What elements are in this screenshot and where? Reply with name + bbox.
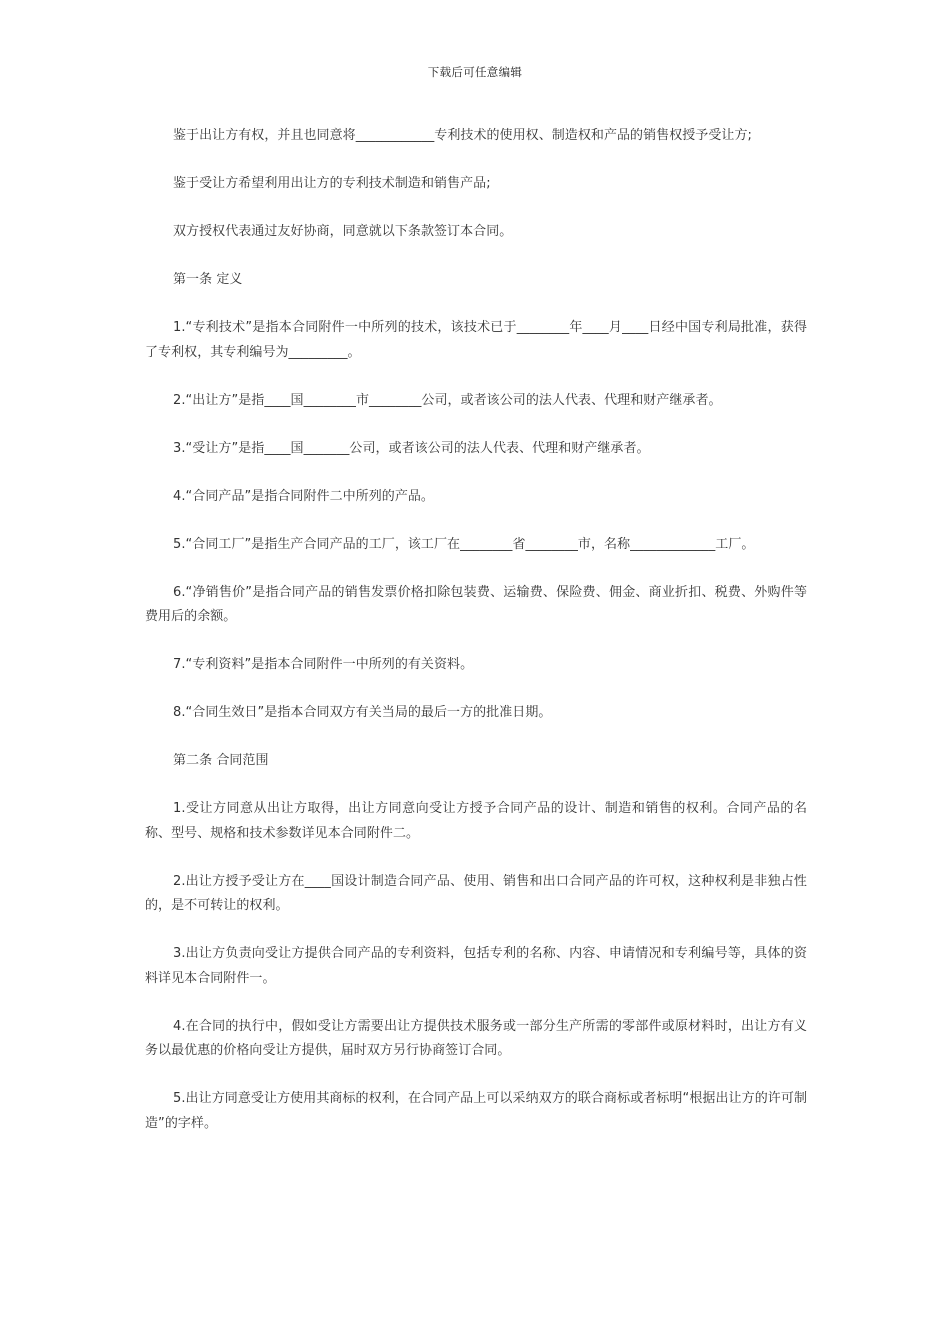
scope-clause-3: 3.出让方负责向受让方提供合同产品的专利资料，包括专利的名称、内容、申请情况和专利编号等，具体的资料详见本合同附件一。 xyxy=(145,946,807,986)
scope-clause-1: 1.受让方同意从出让方取得，出让方同意向受让方授予合同产品的设计、制造和销售的权利。合同产品的名称、型号、规格和技术参数详见本合同附件二。 xyxy=(145,801,807,841)
article-1-heading: 第一条 定义 xyxy=(173,272,243,287)
definition-1: 1.“专利技术”是指本合同附件一中所列的技术，该技术已于________年____月____日经中国专利局批准，获得了专利权，其专利编号为_________。 xyxy=(145,320,807,360)
definition-4: 4.“合同产品”是指合同附件二中所列的产品。 xyxy=(173,488,434,504)
article-2-heading: 第二条 合同范围 xyxy=(173,753,269,768)
definition-3: 3.“受让方”是指____国_______公司，或者该公司的法人代表、代理和财产继承者。 xyxy=(173,440,650,456)
paragraph-recital-2: 鉴于受让方希望利用出让方的专利技术制造和销售产品; xyxy=(173,176,491,191)
definition-7: 7.“专利资料”是指本合同附件一中所列的有关资料。 xyxy=(173,657,474,672)
scope-clause-2: 2.出让方授予受让方在____国设计制造合同产品、使用、销售和出口合同产品的许可权，这种权利是非独占性的，是不可转让的权利。 xyxy=(145,873,807,913)
definition-8: 8.“合同生效日”是指本合同双方有关当局的最后一方的批准日期。 xyxy=(173,705,552,720)
page-header: 下载后可任意编辑 xyxy=(427,65,523,79)
contract-body xyxy=(145,124,807,1160)
paragraph-recital-3: 双方授权代表通过友好协商，同意就以下条款签订本合同。 xyxy=(173,224,513,239)
definition-2: 2.“出让方”是指____国________市________公司，或者该公司的法人代表、代理和财产继承者。 xyxy=(173,392,722,408)
definition-5: 5.“合同工厂”是指生产合同产品的工厂，该工厂在________省________市，名称_____________工厂。 xyxy=(173,536,755,552)
paragraph-recital-1: 鉴于出让方有权，并且也同意将____________专利技术的使用权、制造权和产品的销售权授予受让方; xyxy=(173,128,752,143)
definition-6: 6.“净销售价”是指合同产品的销售发票价格扣除包装费、运输费、保险费、佣金、商业折扣、税费、外购件等费用后的余额。 xyxy=(145,584,807,624)
scope-clause-4: 4.在合同的执行中，假如受让方需要出让方提供技术服务或一部分生产所需的零部件或原材料时，出让方有义务以最优惠的价格向受让方提供，届时双方另行协商签订合同。 xyxy=(145,1018,807,1058)
scope-clause-5: 5.出让方同意受让方使用其商标的权利，在合同产品上可以采纳双方的联合商标或者标明“根据出让方的许可制造”的字样。 xyxy=(145,1091,807,1131)
